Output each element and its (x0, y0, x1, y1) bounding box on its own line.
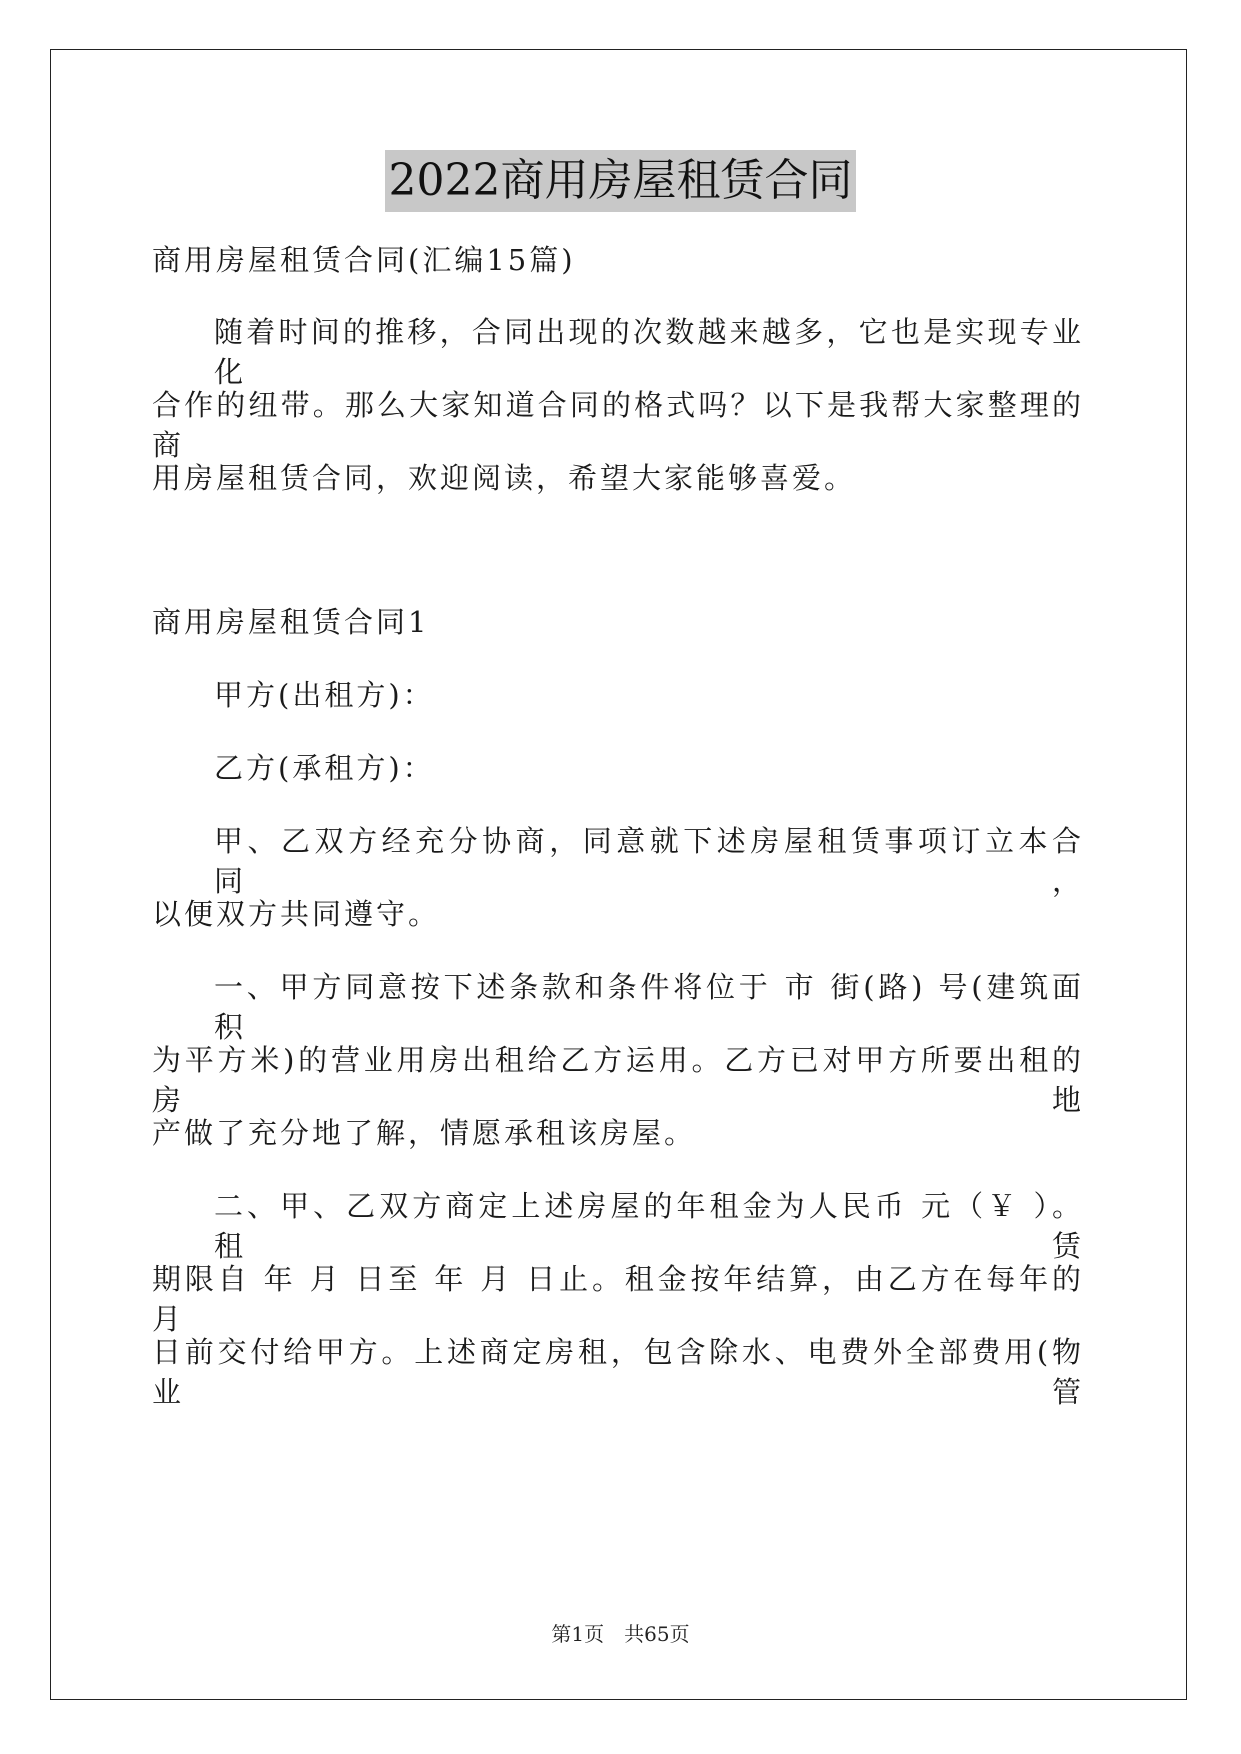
preamble-line-2: 以便双方共同遵守。 (152, 897, 441, 931)
clause1-line-1: 一、甲方同意按下述条款和条件将位于 市 街(路) 号(建筑面积 (214, 970, 1084, 1044)
preamble-line-1: 甲、乙双方经充分协商，同意就下述房屋租赁事项订立本合同， (214, 824, 1084, 898)
document-title: 2022商用房屋租赁合同 (385, 150, 857, 212)
party-b-line: 乙方(承租方)： (214, 751, 435, 785)
intro-line-2: 合作的纽带。那么大家知道合同的格式吗？以下是我帮大家整理的商 (152, 388, 1084, 462)
title-container (0, 150, 1241, 212)
document-subtitle: 商用房屋租赁合同(汇编15篇) (152, 243, 576, 277)
clause1-line-3: 产做了充分地了解，情愿承租该房屋。 (152, 1116, 697, 1150)
clause2-line-3: 日前交付给甲方。上述商定房租，包含除水、电费外全部费用(物业管 (152, 1335, 1084, 1409)
party-a-line: 甲方(出租方)： (214, 678, 435, 712)
clause1-line-2: 为平方米)的营业用房出租给乙方运用。乙方已对甲方所要出租的房地 (152, 1043, 1084, 1117)
intro-line-3: 用房屋租赁合同，欢迎阅读，希望大家能够喜爱。 (152, 461, 857, 495)
section-heading: 商用房屋租赁合同1 (152, 605, 430, 639)
clause2-line-1: 二、甲、乙双方商定上述房屋的年租金为人民币 元（￥ ）。租赁 (214, 1189, 1084, 1263)
page-number: 第1页 共65页 (551, 1622, 690, 1646)
clause2-line-2: 期限自 年 月 日至 年 月 日止。租金按年结算，由乙方在每年的 月 (152, 1262, 1084, 1336)
intro-line-1: 随着时间的推移，合同出现的次数越来越多，它也是实现专业化 (214, 315, 1084, 389)
